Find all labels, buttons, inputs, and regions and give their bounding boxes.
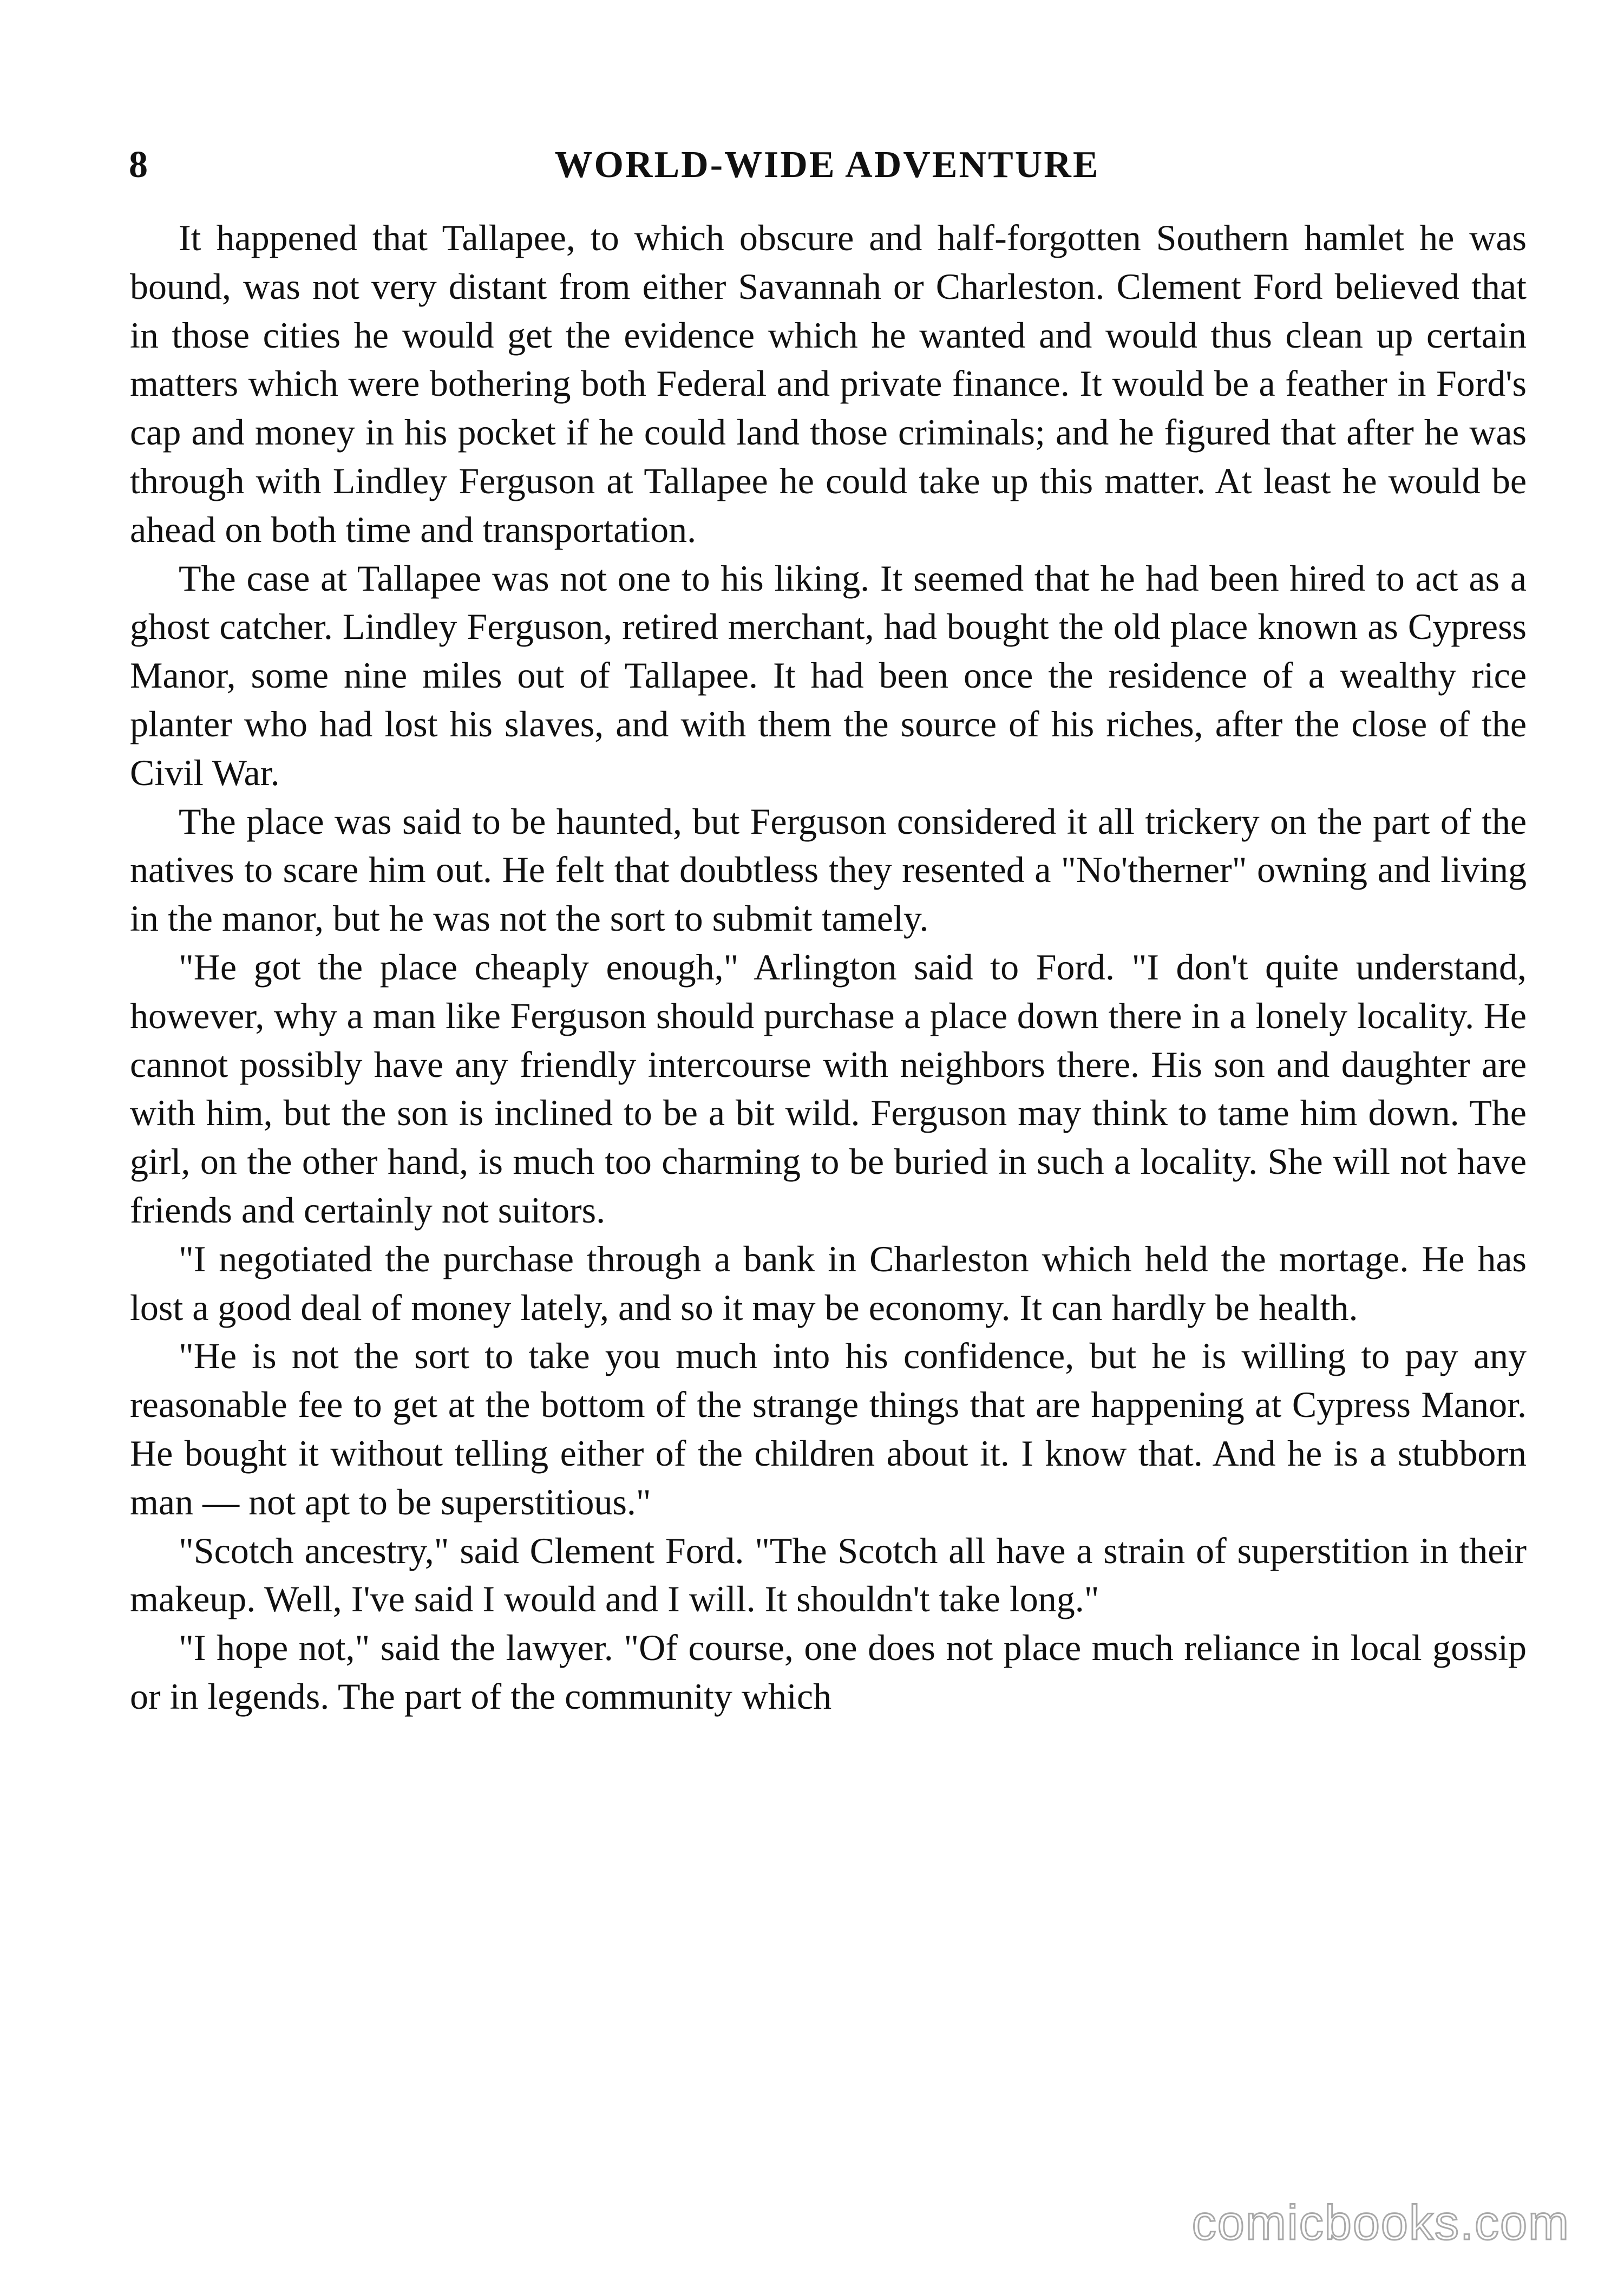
paragraph: "I hope not," said the lawyer. "Of course, one does not place much reliance in local gossip or in legends. The part of the community which: [130, 1627, 1527, 1717]
page-number: 8: [129, 144, 148, 186]
running-head: WORLD-WIDE ADVENTURE: [554, 144, 1100, 186]
paragraph: "Scotch ancestry," said Clement Ford. "The Scotch all have a strain of superstition in their makeup. Well, I've said I would and I will. It shouldn't take long.": [130, 1530, 1527, 1620]
paragraph: "He is not the sort to take you much into his confidence, but he is willing to pay any reasonable fee to get at the bottom of the strange things that are happening at Cypress Manor. He bought it without telling either of the children about it. I know that. And he is a stubborn man — not apt to be superstitious.": [130, 1335, 1527, 1522]
paragraph: It happened that Tallapee, to which obscure and half-forgotten Southern hamlet he was bound, was not very distant from either Savannah or Charleston. Clement Ford believed that in those cities he would get the evidence which he wanted and would thus clean up certain matters which were bothering both Federal and private finance. It would be a feather in Ford's cap and money in his pocket if he could land those criminals; and he figured that after he was through with Lindley Ferguson at Tallapee he could take up this matter. At least he would be ahead on both time and transportation.: [130, 217, 1527, 550]
page-header: [129, 135, 1525, 195]
watermark: comicbooks.com: [1191, 2196, 1570, 2250]
paragraph: The place was said to be haunted, but Ferguson considered it all trickery on the part of the natives to scare him out. He felt that doubtless they resented a "No'therner" owning and living in the manor, but he was not the sort to submit tamely.: [130, 800, 1527, 939]
body-text: [130, 214, 1527, 1721]
paragraph: The case at Tallapee was not one to his liking. It seemed that he had been hired to act as a ghost catcher. Lindley Ferguson, retired merchant, had bought the old place known as Cypress Manor, some nine miles out of Tallapee. It had been once the residence of a wealthy rice planter who had lost his slaves, and with them the source of his riches, after the close of the Civil War.: [130, 557, 1527, 793]
paragraph: "He got the place cheaply enough," Arlington said to Ford. "I don't quite understand, however, why a man like Ferguson should purchase a place down there in a lonely locality. He cannot possibly have any friendly intercourse with neighbors there. His son and daughter are with him, but the son is inclined to be a bit wild. Ferguson may think to tame him down. The girl, on the other hand, is much too charming to be buried in such a locality. She will not have friends and certainly not suitors.: [130, 946, 1527, 1231]
paragraph: "I negotiated the purchase through a bank in Charleston which held the mortage. He has lost a good deal of money lately, and so it may be economy. It can hardly be health.: [130, 1238, 1527, 1328]
